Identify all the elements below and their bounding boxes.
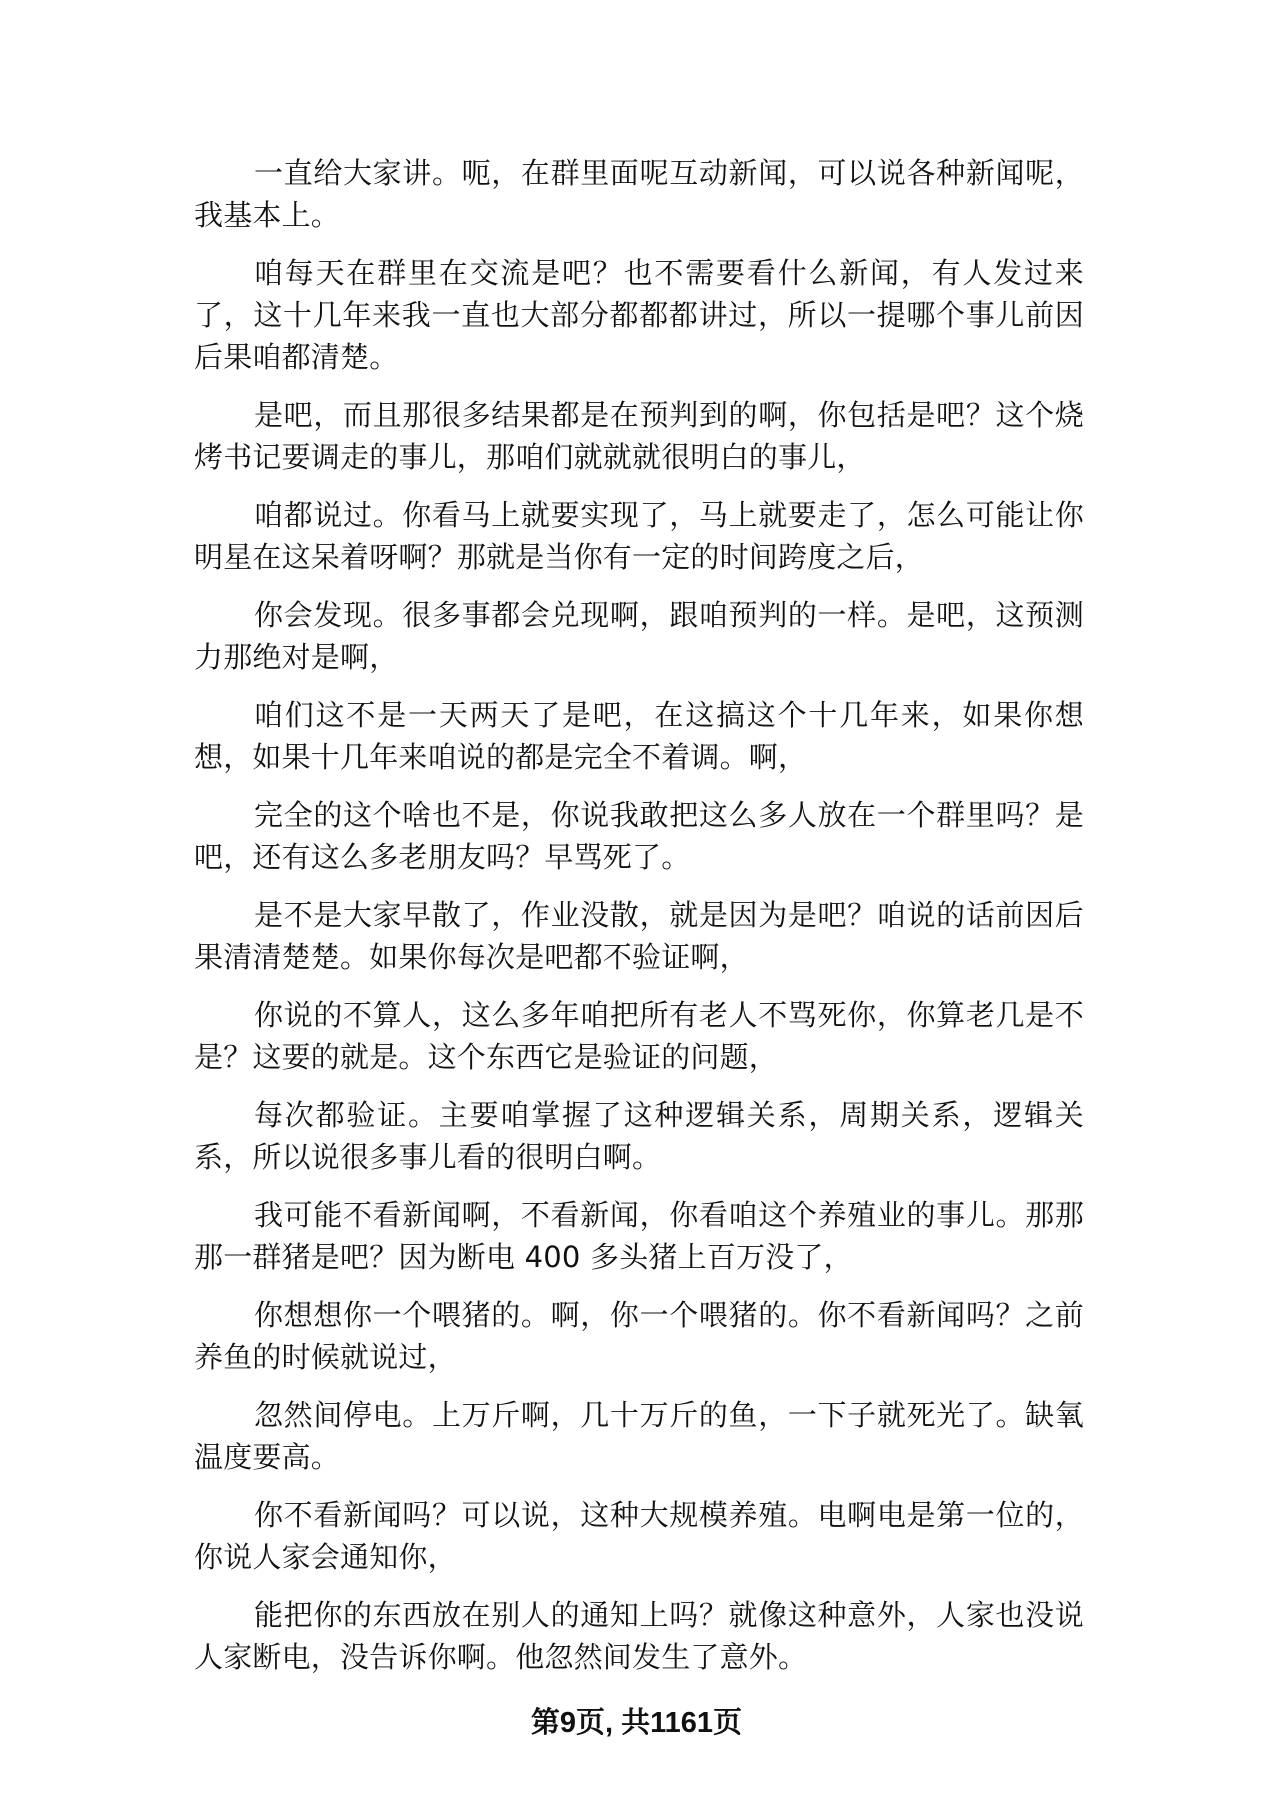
- paragraph: 咱们这不是一天两天了是吧，在这搞这个十几年来，如果你想想，如果十几年来咱说的都是完全不着调。啊，: [194, 698, 1084, 774]
- paragraph: 咱都说过。你看马上就要实现了，马上就要走了，怎么可能让你明星在这呆着呀啊？那就是当你有一定的时间跨度之后，: [194, 498, 1084, 574]
- paragraph: 我可能不看新闻啊，不看新闻，你看咱这个养殖业的事儿。那那那一群猪是吧？因为断电 400 多头猪上百万没了，: [194, 1198, 1084, 1274]
- paragraph: 能把你的东西放在别人的通知上吗？就像这种意外，人家也没说人家断电，没告诉你啊。他忽然间发生了意外。: [194, 1598, 1084, 1674]
- paragraph: 你想想你一个喂猪的。啊，你一个喂猪的。你不看新闻吗？之前养鱼的时候就说过，: [194, 1298, 1084, 1374]
- page-number-footer: 第9页, 共1161页: [530, 1707, 743, 1739]
- paragraph: 每次都验证。主要咱掌握了这种逻辑关系，周期关系，逻辑关系，所以说很多事儿看的很明白啊。: [194, 1098, 1084, 1174]
- paragraph: 咱每天在群里在交流是吧？也不需要看什么新闻，有人发过来了，这十几年来我一直也大部分都都都讲过，所以一提哪个事儿前因后果咱都清楚。: [194, 256, 1084, 374]
- document-body: [194, 152, 1084, 1694]
- paragraph: 你会发现。很多事都会兑现啊，跟咱预判的一样。是吧，这预测力那绝对是啊，: [194, 598, 1084, 674]
- paragraph: 一直给大家讲。呃，在群里面呢互动新闻，可以说各种新闻呢，我基本上。: [194, 156, 1084, 232]
- paragraph: 是吧，而且那很多结果都是在预判到的啊，你包括是吧？这个烧烤书记要调走的事儿，那咱们就就就很明白的事儿，: [194, 398, 1084, 474]
- paragraph: 是不是大家早散了，作业没散，就是因为是吧？咱说的话前因后果清清楚楚。如果你每次是吧都不验证啊，: [194, 898, 1084, 974]
- paragraph: 你不看新闻吗？可以说，这种大规模养殖。电啊电是第一位的，你说人家会通知你，: [194, 1498, 1084, 1574]
- paragraph: 你说的不算人，这么多年咱把所有老人不骂死你，你算老几是不是？这要的就是。这个东西它是验证的问题，: [194, 998, 1084, 1074]
- paragraph: 完全的这个啥也不是，你说我敢把这么多人放在一个群里吗？是吧，还有这么多老朋友吗？早骂死了。: [194, 798, 1084, 874]
- paragraph: 忽然间停电。上万斤啊，几十万斤的鱼，一下子就死光了。缺氧温度要高。: [194, 1398, 1084, 1474]
